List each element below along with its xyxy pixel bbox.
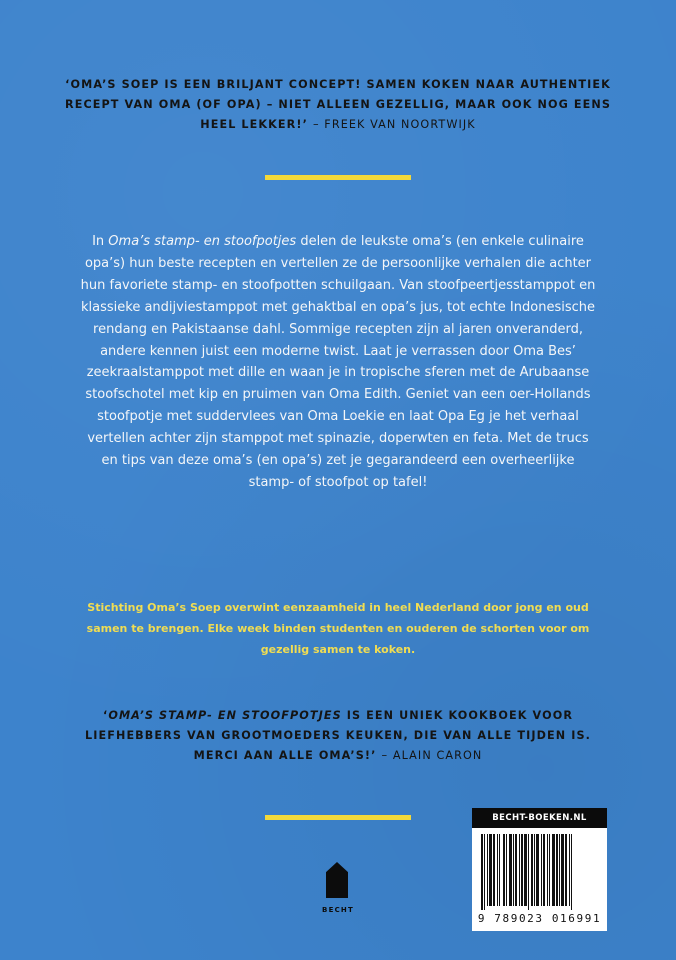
barcode-icon: [480, 834, 599, 910]
barcode-panel: [472, 808, 607, 931]
description-intro: In: [92, 234, 109, 249]
isbn-number: 9 789023 016991: [477, 912, 602, 925]
top-quote: [60, 75, 616, 135]
book-description: [78, 231, 598, 494]
description-book-title: Oma’s stamp- en stoofpotjes: [108, 234, 297, 249]
publisher-website: BECHT-BOEKEN.NL: [472, 808, 607, 828]
publisher-logo-text: BECHT: [322, 906, 354, 914]
bottom-quote-open: ‘: [102, 709, 109, 722]
top-quote-author: – FREEK VAN NOORTWIJK: [312, 118, 476, 131]
yellow-divider-top: [265, 175, 411, 180]
yellow-divider-bottom: [265, 815, 411, 820]
bottom-quote-book-title: OMA’S STAMP- EN STOOFPOTJES: [108, 709, 342, 722]
bottom-quote-text: IS EEN UNIEK KOOKBOEK VOOR LIEFHEBBERS VAN GROOTMOEDERS KEUKEN, DIE VAN ALLE TIJDEN IS. MERCI AAN ALLE OMA’S!’: [85, 709, 591, 762]
top-quote-text: ‘OMA’S SOEP IS EEN BRILJANT CONCEPT! SAMEN KOKEN NAAR AUTHENTIEK RECEPT VAN OMA (OF OPA) – NIET ALLEEN GEZELLIG, MAAR OOK NOG EENS HEEL LEKKER!’: [64, 78, 612, 131]
foundation-text: Stichting Oma’s Soep overwint eenzaamheid in heel Nederland door jong en oud samen te brengen. Elke week binden studenten en ouderen de schorten voor om gezellig samen te koken.: [86, 601, 590, 656]
house-icon: [326, 862, 348, 898]
bottom-quote-author: – ALAIN CARON: [381, 749, 483, 762]
publisher-logo: [320, 862, 356, 922]
description-text: delen de leukste oma’s (en enkele culinaire opa’s) hun beste recepten en vertellen ze de persoonlijke verhalen die achter hun favoriete stamp- en stoofpotten schuilgaan. Van stoofpeertjesstamppot en klassieke andijviestamppot met gehaktbal en opa’s jus, tot echte Indonesische rendang en Pakistaanse dahl. Sommige recepten zijn al jaren onveranderd, andere kennen juist een moderne twist. Laat je verrassen door Oma Bes’ zeekraalstamppot met dille en waan je in tropische sferen met de Arubaanse stoofschotel met kip en pruimen van Oma Edith. Geniet van een oer-Hollands stoofpotje met suddervlees van Oma Loekie en laat Opa Eg je het verhaal vertellen achter zijn stamppot met spinazie, doperwten en feta. Met de trucs en tips van deze oma’s (en opa’s) zet je gegarandeerd een overheerlijke stamp- of stoofpot op tafel!: [80, 234, 596, 490]
bottom-quote: [60, 706, 616, 766]
